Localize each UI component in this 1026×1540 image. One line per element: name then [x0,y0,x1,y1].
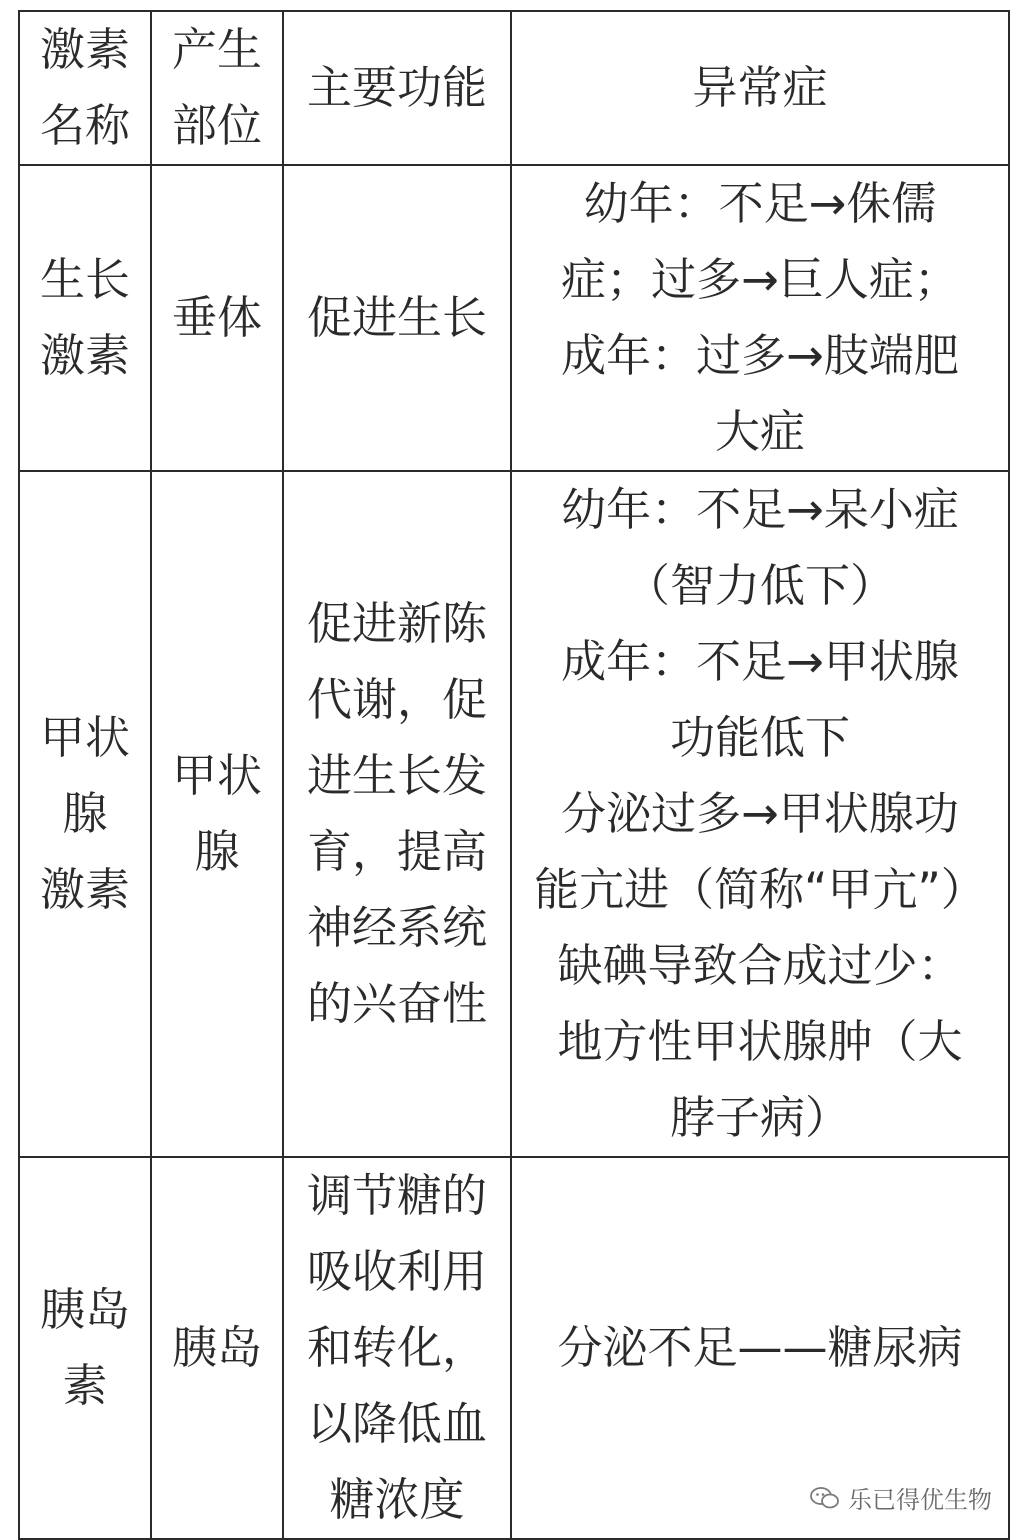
row-thyroid-hormone-function: 促进新陈 代谢，促 进生长发 育，提高 神经系统 的兴奋性 [283,471,511,1157]
header-hormone-name: 激素 名称 [19,11,151,165]
row-insulin-name: 胰岛 素 [19,1157,151,1539]
row-growth-hormone-name: 生长 激素 [19,165,151,471]
row-insulin-disorder: 分泌不足——糖尿病 [511,1157,1009,1539]
row-thyroid-hormone-disorder: 幼年：不足→呆小症 （智力低下） 成年：不足→甲状腺 功能低下 分泌过多→甲状腺功 能亢进（简称“甲亢”） 缺碘导致合成过少： 地方性甲状腺肿（大 脖子病） [511,471,1009,1157]
wechat-icon [810,1486,840,1510]
hormone-table-container [18,10,1008,1540]
row-growth-hormone-site: 垂体 [151,165,283,471]
table-header-row [19,11,1009,165]
table-row [19,471,1009,1157]
row-growth-hormone-disorder: 幼年：不足→侏儒 症；过多→巨人症； 成年：过多→肢端肥 大症 [511,165,1009,471]
hormone-table [18,10,1010,1540]
row-thyroid-hormone-name: 甲状 腺 激素 [19,471,151,1157]
row-growth-hormone-function: 促进生长 [283,165,511,471]
header-main-function: 主要功能 [283,11,511,165]
table-row [19,165,1009,471]
row-insulin-site: 胰岛 [151,1157,283,1539]
watermark-text: 乐已得优生物 [848,1486,992,1514]
row-thyroid-hormone-site: 甲状 腺 [151,471,283,1157]
row-insulin-function: 调节糖的 吸收利用 和转化， 以降低血 糖浓度 [283,1157,511,1539]
header-production-site: 产生 部位 [151,11,283,165]
watermark [810,1480,992,1515]
header-disorders: 异常症 [511,11,1009,165]
